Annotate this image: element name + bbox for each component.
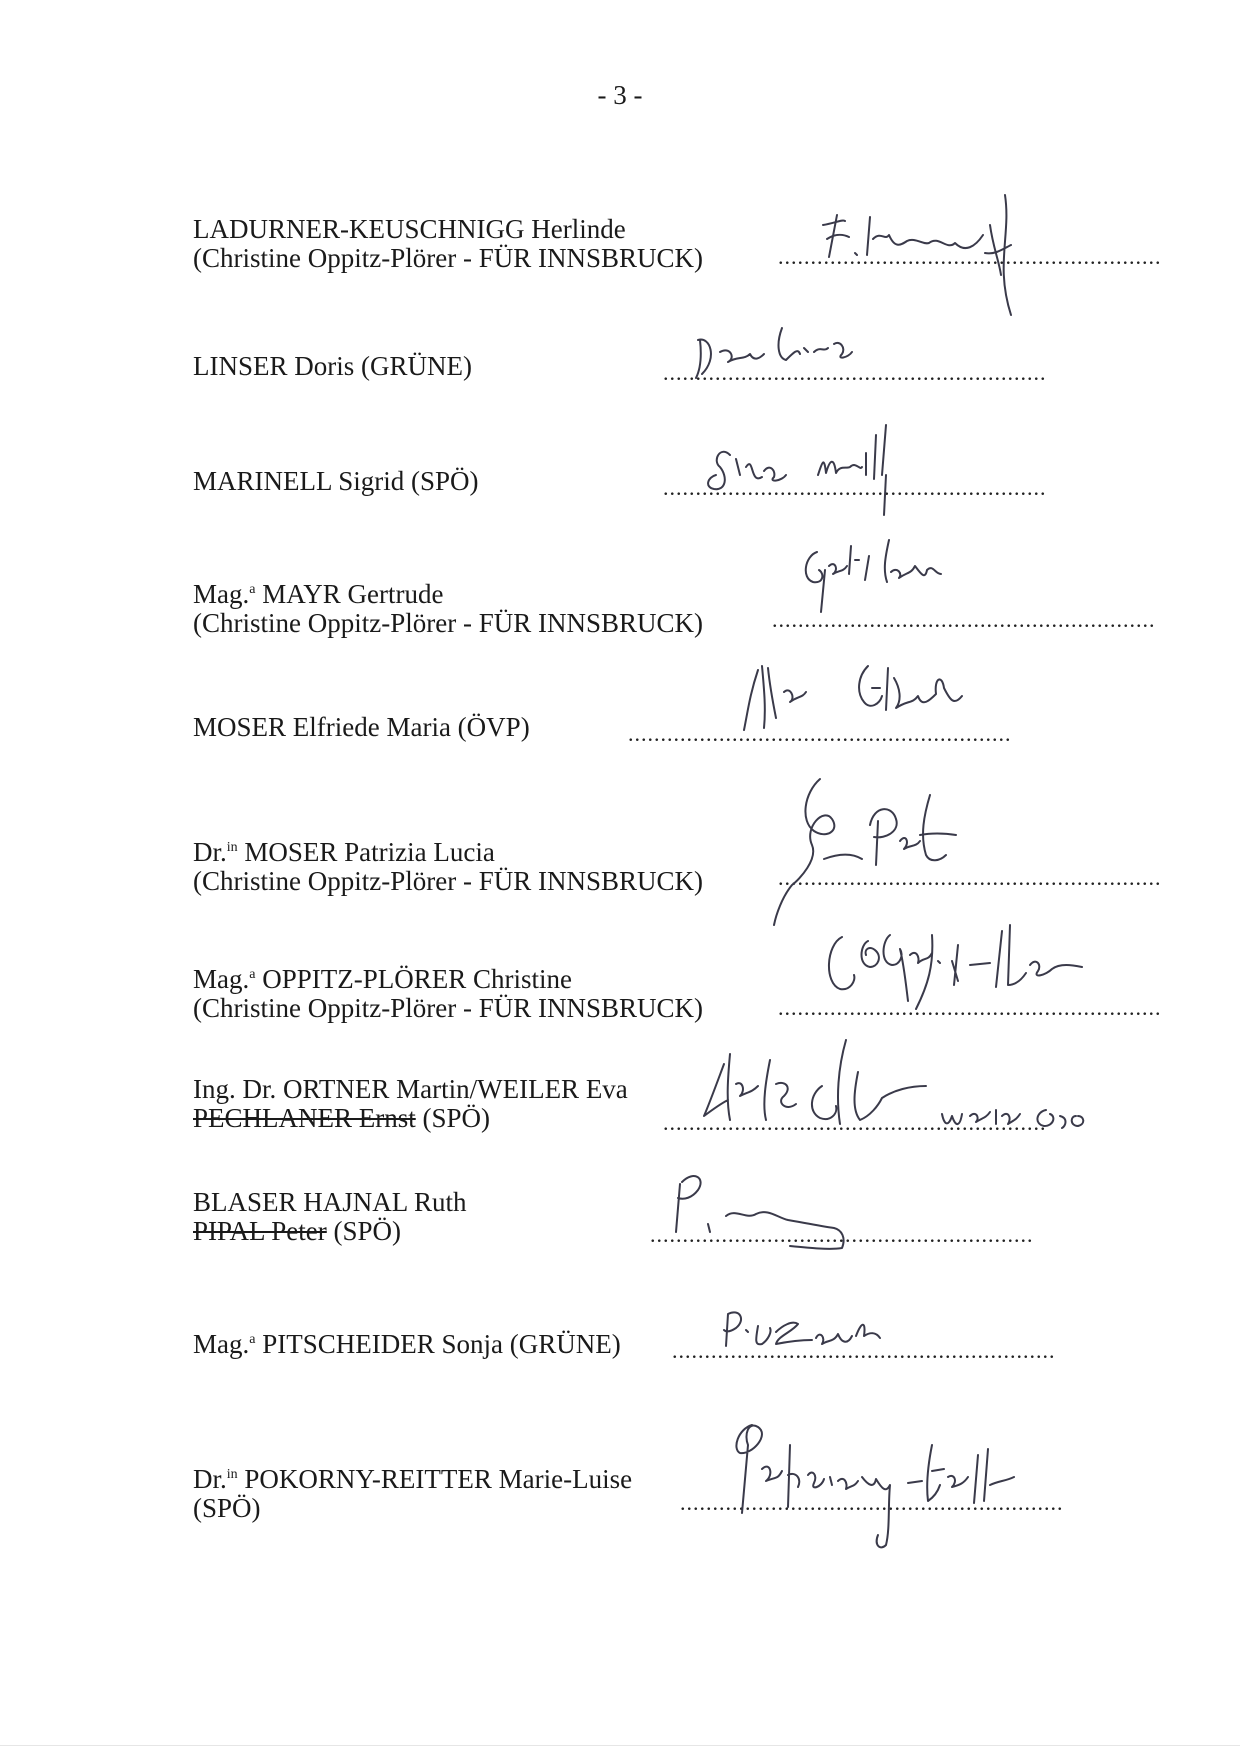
signatory-party: PECHLANER Ernst (SPÖ) <box>193 1103 491 1133</box>
handwritten-signature <box>670 1158 930 1273</box>
signatory-name: LINSER Doris (GRÜNE) <box>193 351 472 381</box>
signatory-entry <box>193 215 703 273</box>
handwritten-signature <box>718 1405 1098 1570</box>
handwritten-signature <box>690 415 950 530</box>
signatory-party: (Christine Oppitz-Plörer - FÜR INNSBRUCK) <box>193 866 703 896</box>
signature-line: ........................................................... <box>778 244 1162 269</box>
signatory-name: Dr.$^{in}$ MOSER Patrizia Lucia <box>193 837 495 867</box>
signatory-name: LADURNER-KEUSCHNIGG Herlinde <box>193 214 626 244</box>
signatory-entry <box>193 580 703 638</box>
signatory-name: Mag.$^a$ OPPITZ-PLÖRER Christine <box>193 964 572 994</box>
signature-line: ........................................................... <box>772 607 1156 632</box>
signatory-name: BLASER HAJNAL Ruth <box>193 1187 467 1217</box>
signatory-entry <box>193 713 530 742</box>
signature-line: ........................................................... <box>650 1222 1034 1247</box>
signatory-entry <box>193 352 472 381</box>
signatory-name: MARINELL Sigrid (SPÖ) <box>193 466 479 496</box>
page-edge <box>0 1745 1240 1746</box>
signatory-name: Ing. Dr. ORTNER Martin/WEILER Eva <box>193 1074 628 1104</box>
signature-line: ........................................................... <box>663 360 1047 385</box>
signatory-entry <box>193 1075 628 1133</box>
signature-line: ........................................................... <box>680 1490 1064 1515</box>
signatory-entry <box>193 838 703 896</box>
signatory-party: (Christine Oppitz-Plörer - FÜR INNSBRUCK) <box>193 993 703 1023</box>
signature-line: ........................................................... <box>672 1338 1056 1363</box>
signatory-entry <box>193 1330 621 1359</box>
signatory-party: (SPÖ) <box>193 1493 261 1523</box>
signature-line: ........................................................... <box>628 721 1012 746</box>
signatory-entry <box>193 965 703 1023</box>
signature-line: ........................................................... <box>663 475 1047 500</box>
signatory-name: Mag.$^a$ MAYR Gertrude <box>193 579 444 609</box>
signatory-name: MOSER Elfriede Maria (ÖVP) <box>193 712 530 742</box>
signatory-entry <box>193 1465 632 1523</box>
signatory-party: (Christine Oppitz-Plörer - FÜR INNSBRUCK) <box>193 243 703 273</box>
signature-line: ........................................................... <box>778 865 1162 890</box>
signature-line: ........................................................... <box>778 995 1162 1020</box>
signatory-entry <box>193 1188 467 1246</box>
signature-line: ........................................................... <box>663 1110 1047 1135</box>
signatory-party: (Christine Oppitz-Plörer - FÜR INNSBRUCK) <box>193 608 703 638</box>
signatory-name: Dr.$^{in}$ POKORNY-REITTER Marie-Luise <box>193 1464 633 1494</box>
handwritten-signature <box>820 905 1200 1050</box>
handwritten-signature <box>770 775 1070 940</box>
signatory-name: Mag.$^a$ PITSCHEIDER Sonja (GRÜNE) <box>193 1329 621 1359</box>
signatory-party: PIPAL Peter (SPÖ) <box>193 1216 402 1246</box>
signatory-entry <box>193 467 479 496</box>
page-number: - 3 - <box>597 80 643 110</box>
